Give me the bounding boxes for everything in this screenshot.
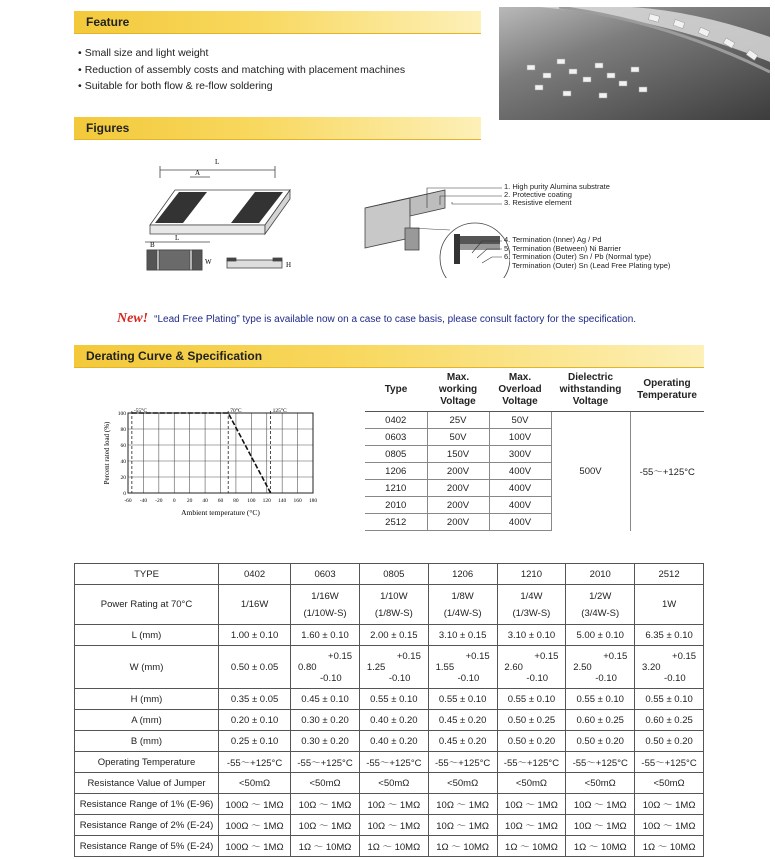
table-cell xyxy=(635,585,704,625)
new-badge: New! xyxy=(117,311,149,326)
table-cell: 0.60 ± 0.25 xyxy=(566,710,635,731)
column-header: Operating Temperature xyxy=(630,368,704,412)
power-value: 1/2W xyxy=(589,590,612,602)
table-cell xyxy=(428,646,497,689)
table-row xyxy=(75,794,704,815)
table-row xyxy=(75,731,704,752)
layer-legend-top xyxy=(504,183,610,207)
table-cell: Resistance Range of 5% (E-24) xyxy=(75,836,219,857)
lead-free-notice xyxy=(117,311,636,327)
table-cell: 0.60 ± 0.25 xyxy=(635,710,704,731)
tolerance-plus: +0.15 xyxy=(672,650,697,662)
table-cell xyxy=(566,585,635,625)
table-cell: 200V xyxy=(427,497,489,514)
table-cell: -55～+125°C xyxy=(219,752,291,773)
table-cell: 10Ω ～ 1MΩ xyxy=(635,794,704,815)
tolerance-minus: -0.10 xyxy=(388,672,411,684)
table-cell: 1210 xyxy=(365,480,427,497)
x-tick-label: 100 xyxy=(247,498,256,504)
dim-label: L xyxy=(215,158,220,166)
table-cell: 10Ω ～ 1MΩ xyxy=(291,815,360,836)
table-cell: L (mm) xyxy=(75,625,219,646)
table-cell: 200V xyxy=(427,480,489,497)
table-cell: 0805 xyxy=(365,446,427,463)
feature-list xyxy=(78,45,405,95)
table-row xyxy=(75,836,704,857)
table-cell: Resistance Range of 2% (E-24) xyxy=(75,815,219,836)
table-cell xyxy=(359,646,428,689)
curve-annotation: 125°C xyxy=(272,408,287,414)
column-header: 0402 xyxy=(219,564,291,585)
dim-label: A xyxy=(195,169,201,177)
table-cell: H (mm) xyxy=(75,689,219,710)
layer-legend-bottom xyxy=(504,236,670,270)
table-cell: 1Ω ～ 10MΩ xyxy=(566,836,635,857)
layer-leader-lines xyxy=(422,183,502,273)
table-cell: 0.30 ± 0.20 xyxy=(291,731,360,752)
table-cell: B (mm) xyxy=(75,731,219,752)
table-cell: 10Ω ～ 1MΩ xyxy=(359,794,428,815)
column-header: 0603 xyxy=(291,564,360,585)
tolerance-plus: +0.15 xyxy=(603,650,628,662)
table-cell xyxy=(428,585,497,625)
tolerance-minus: -0.10 xyxy=(320,672,342,684)
feature-item: • Reduction of assembly costs and matching with placement machines xyxy=(78,62,405,79)
layer-label: 2. Protective coating xyxy=(504,190,572,199)
table-cell: 10Ω ～ 1MΩ xyxy=(566,815,635,836)
y-axis-label: Percent rated load (%) xyxy=(103,421,111,485)
column-header: Type xyxy=(365,368,427,412)
derating-title: Derating Curve & Specification xyxy=(86,349,263,363)
table-cell: 100Ω ～ 1MΩ xyxy=(219,815,291,836)
nominal-value: 3.20 xyxy=(642,661,661,673)
table-cell: <50mΩ xyxy=(566,773,635,794)
table-cell: 0.50 ± 0.20 xyxy=(566,731,635,752)
table-cell: W (mm) xyxy=(75,646,219,689)
tolerance-value xyxy=(298,651,352,684)
table-cell: 200V xyxy=(427,463,489,480)
nominal-value: 1.55 xyxy=(435,661,455,673)
table-cell: 400V xyxy=(489,480,551,497)
table-cell: 2512 xyxy=(365,514,427,531)
table-cell: 1Ω ～ 10MΩ xyxy=(497,836,566,857)
operating-temp-cell: -55～+125°C xyxy=(630,412,704,531)
table-row xyxy=(75,625,704,646)
column-header: 2512 xyxy=(635,564,704,585)
y-tick-label: 80 xyxy=(120,427,126,433)
table-cell: 50V xyxy=(427,429,489,446)
table-cell xyxy=(291,646,360,689)
product-photo xyxy=(499,7,770,120)
x-tick-label: 180 xyxy=(308,498,318,504)
table-cell: <50mΩ xyxy=(359,773,428,794)
table-cell: 10Ω ～ 1MΩ xyxy=(359,815,428,836)
power-value-alt: (1/3W-S) xyxy=(512,607,551,619)
curve-annotation: -55°C xyxy=(133,408,148,414)
table-cell xyxy=(359,585,428,625)
figures-title: Figures xyxy=(86,121,130,135)
table-cell: 3.10 ± 0.15 xyxy=(428,625,497,646)
table-cell: Resistance Value of Jumper xyxy=(75,773,219,794)
table-cell: 0.20 ± 0.10 xyxy=(219,710,291,731)
y-tick-label: 60 xyxy=(120,443,126,449)
column-header: TYPE xyxy=(75,564,219,585)
table-cell: 0.55 ± 0.10 xyxy=(497,689,566,710)
power-value: 1/8W xyxy=(451,590,474,602)
tolerance-minus: -0.10 xyxy=(457,672,480,684)
tolerance-value xyxy=(504,651,558,684)
y-tick-label: 20 xyxy=(120,475,126,481)
table-row xyxy=(75,646,704,689)
table-cell: Operating Temperature xyxy=(75,752,219,773)
table-cell: 1Ω ～ 10MΩ xyxy=(359,836,428,857)
nominal-value: 1.25 xyxy=(366,661,386,673)
power-value-alt: (3/4W-S) xyxy=(581,607,620,619)
table-cell: 25V xyxy=(427,412,489,429)
feature-title: Feature xyxy=(86,15,130,29)
table-cell: 10Ω ～ 1MΩ xyxy=(497,794,566,815)
table-cell: 100Ω ～ 1MΩ xyxy=(219,836,291,857)
layer-label: 4. Termination (Inner) Ag / Pd xyxy=(504,235,602,244)
derating-curve-chart xyxy=(100,400,335,525)
power-value: 1/10W xyxy=(380,590,408,602)
table-cell xyxy=(291,585,360,625)
x-tick-label: 0 xyxy=(172,498,176,504)
table-row xyxy=(75,815,704,836)
tolerance-plus: +0.15 xyxy=(465,650,490,662)
dim-label: B xyxy=(150,241,155,249)
table-cell: 0.40 ± 0.20 xyxy=(359,710,428,731)
table-cell: 400V xyxy=(489,463,551,480)
table-cell: 0.45 ± 0.20 xyxy=(428,710,497,731)
power-value: 1/16W xyxy=(311,590,339,602)
x-tick-label: -20 xyxy=(155,498,163,504)
table-cell: 0.50 ± 0.25 xyxy=(497,710,566,731)
column-header: Max. Overload Voltage xyxy=(489,368,551,412)
table-cell: Resistance Range of 1% (E-96) xyxy=(75,794,219,815)
table-cell: 1.60 ± 0.10 xyxy=(291,625,360,646)
table-cell: 1.00 ± 0.10 xyxy=(219,625,291,646)
table-cell: 100Ω ～ 1MΩ xyxy=(219,794,291,815)
table-cell: 0.25 ± 0.10 xyxy=(219,731,291,752)
table-cell: 0.50 ± 0.20 xyxy=(497,731,566,752)
dim-label: H xyxy=(286,261,292,269)
column-header: 2010 xyxy=(566,564,635,585)
feature-item: • Small size and light weight xyxy=(78,45,405,62)
x-tick-label: 160 xyxy=(293,498,302,504)
column-header: Max. working Voltage xyxy=(427,368,489,412)
table-cell: 10Ω ～ 1MΩ xyxy=(497,815,566,836)
table-cell: -55～+125°C xyxy=(635,752,704,773)
table-cell: 2010 xyxy=(365,497,427,514)
feature-header xyxy=(74,11,481,34)
table-cell: -55～+125°C xyxy=(291,752,360,773)
column-header: Dielectric withstanding Voltage xyxy=(551,368,630,412)
power-value: 1/16W xyxy=(240,599,269,610)
power-value: 1W xyxy=(661,599,677,610)
table-cell: 100V xyxy=(489,429,551,446)
chip-resistor-photo-image xyxy=(499,7,770,120)
table-cell: 5.00 ± 0.10 xyxy=(566,625,635,646)
x-tick-label: 60 xyxy=(217,498,224,504)
table-cell: 0.55 ± 0.10 xyxy=(428,689,497,710)
table-cell: 300V xyxy=(489,446,551,463)
column-header: 1210 xyxy=(497,564,566,585)
table-cell: 0.30 ± 0.20 xyxy=(291,710,360,731)
tolerance-value xyxy=(436,651,490,684)
table-cell xyxy=(635,646,704,689)
table-cell: 0.35 ± 0.05 xyxy=(219,689,291,710)
table-cell: <50mΩ xyxy=(635,773,704,794)
tolerance-minus: -0.10 xyxy=(526,672,549,684)
table-cell: -55～+125°C xyxy=(428,752,497,773)
power-value: 1/4W xyxy=(520,590,543,602)
table-cell xyxy=(497,646,566,689)
table-row xyxy=(75,585,704,625)
tolerance-plus: +0.15 xyxy=(396,650,421,662)
power-value-alt: (1/10W-S) xyxy=(303,607,347,619)
table-row xyxy=(75,689,704,710)
nominal-value: 2.50 xyxy=(573,661,592,673)
dim-label: L xyxy=(175,234,180,242)
table-row xyxy=(365,412,704,429)
chip-dimension-drawing xyxy=(135,150,305,280)
voltage-spec-table xyxy=(365,368,704,531)
table-cell xyxy=(566,646,635,689)
tolerance-value xyxy=(367,651,421,684)
feature-item: • Suitable for both flow & re-flow soldering xyxy=(78,78,405,95)
layer-label: 3. Resistive element xyxy=(504,198,572,207)
tolerance-minus: -0.10 xyxy=(664,672,686,684)
y-tick-label: 0 xyxy=(123,491,126,497)
x-tick-label: 20 xyxy=(186,498,193,504)
figures-header xyxy=(74,117,481,140)
x-axis-label: Ambient temperature (°C) xyxy=(181,508,260,517)
table-cell: 0.50 ± 0.20 xyxy=(635,731,704,752)
nominal-value: 2.60 xyxy=(504,661,523,673)
tolerance-plus: +0.15 xyxy=(534,650,559,662)
table-cell: 1206 xyxy=(365,463,427,480)
table-cell: <50mΩ xyxy=(219,773,291,794)
table-cell: 400V xyxy=(489,497,551,514)
table-cell: A (mm) xyxy=(75,710,219,731)
y-tick-label: 100 xyxy=(117,411,126,417)
table-cell: 400V xyxy=(489,514,551,531)
table-cell: 10Ω ～ 1MΩ xyxy=(428,794,497,815)
curve-annotation: 70°C xyxy=(230,408,242,414)
table-cell xyxy=(497,585,566,625)
table-cell: 6.35 ± 0.10 xyxy=(635,625,704,646)
tolerance-plus: +0.15 xyxy=(328,650,353,662)
table-cell xyxy=(219,585,291,625)
table-cell: <50mΩ xyxy=(291,773,360,794)
column-header: 1206 xyxy=(428,564,497,585)
table-row xyxy=(75,710,704,731)
table-cell: 0.55 ± 0.10 xyxy=(635,689,704,710)
layer-label: Termination (Outer) Sn (Lead Free Plating type) xyxy=(512,260,671,270)
x-tick-label: 120 xyxy=(262,498,271,504)
table-cell: -55～+125°C xyxy=(566,752,635,773)
x-tick-label: 40 xyxy=(202,498,208,504)
layer-label: 1. High purity Alumina substrate xyxy=(504,182,610,191)
table-cell: 1Ω ～ 10MΩ xyxy=(635,836,704,857)
table-cell: 0603 xyxy=(365,429,427,446)
dim-label: W xyxy=(205,258,212,266)
table-cell: 0402 xyxy=(365,412,427,429)
x-tick-label: -60 xyxy=(124,498,132,504)
table-cell: 10Ω ～ 1MΩ xyxy=(635,815,704,836)
layer-label: 6. Termination (Outer) Sn / Pb (Normal type) xyxy=(504,252,651,261)
table-cell: 10Ω ～ 1MΩ xyxy=(566,794,635,815)
tolerance-value xyxy=(642,651,696,684)
notice-text: “Lead Free Plating” type is available now on a case to case basis, please consult factory for the specification. xyxy=(154,314,637,325)
table-cell: 150V xyxy=(427,446,489,463)
table-cell: 0.50 ± 0.05 xyxy=(219,646,291,689)
derating-header xyxy=(74,345,704,368)
table-cell: 2.00 ± 0.15 xyxy=(359,625,428,646)
table-cell: 10Ω ～ 1MΩ xyxy=(291,794,360,815)
table-cell: -55～+125°C xyxy=(497,752,566,773)
table-cell: 0.45 ± 0.20 xyxy=(428,731,497,752)
column-header: 0805 xyxy=(359,564,428,585)
table-cell: <50mΩ xyxy=(497,773,566,794)
dimension-spec-table xyxy=(74,563,704,857)
table-row xyxy=(75,773,704,794)
table-cell: 10Ω ～ 1MΩ xyxy=(428,815,497,836)
power-value-alt: (1/8W-S) xyxy=(374,607,413,619)
table-cell: 0.45 ± 0.10 xyxy=(291,689,360,710)
x-tick-label: 140 xyxy=(278,498,287,504)
nominal-value: 0.80 xyxy=(298,661,317,673)
table-cell: 50V xyxy=(489,412,551,429)
table-cell: 1Ω ～ 10MΩ xyxy=(428,836,497,857)
table-cell: Power Rating at 70°C xyxy=(75,585,219,625)
x-tick-label: 80 xyxy=(233,498,239,504)
table-cell: 0.40 ± 0.20 xyxy=(359,731,428,752)
table-cell: 0.55 ± 0.10 xyxy=(566,689,635,710)
dielectric-cell: 500V xyxy=(551,412,630,531)
layer-label: 5. Termination (Between) Ni Barrier xyxy=(504,243,621,253)
table-cell: 1Ω ～ 10MΩ xyxy=(291,836,360,857)
x-tick-label: -40 xyxy=(139,498,148,504)
derating-line xyxy=(132,413,271,493)
y-tick-label: 40 xyxy=(120,459,126,465)
table-cell: 3.10 ± 0.10 xyxy=(497,625,566,646)
power-value-alt: (1/4W-S) xyxy=(443,607,482,619)
tolerance-value xyxy=(573,651,627,684)
tolerance-minus: -0.10 xyxy=(595,672,617,684)
table-row xyxy=(75,752,704,773)
table-cell: 200V xyxy=(427,514,489,531)
table-cell: -55～+125°C xyxy=(359,752,428,773)
table-cell: 0.55 ± 0.10 xyxy=(359,689,428,710)
table-header-row xyxy=(75,564,704,585)
table-cell: <50mΩ xyxy=(428,773,497,794)
